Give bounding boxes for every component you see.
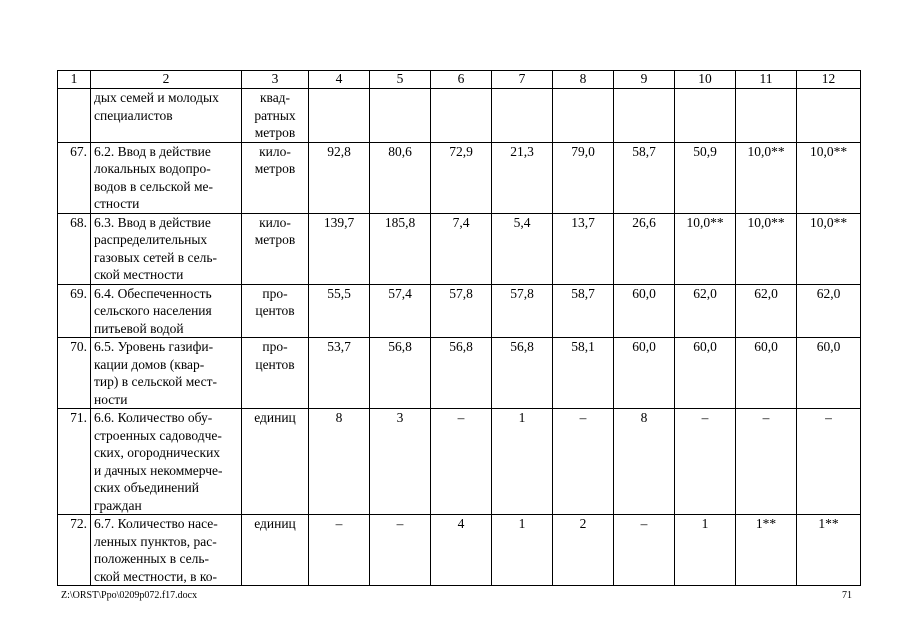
col-header: 2 xyxy=(91,71,242,89)
value-cell: 60,0 xyxy=(675,338,736,409)
value-cell: 8 xyxy=(614,409,675,515)
value-cell: 26,6 xyxy=(614,213,675,284)
row-number: 68. xyxy=(58,213,91,284)
table-row xyxy=(58,515,861,586)
table-row xyxy=(58,213,861,284)
value-cell: 92,8 xyxy=(309,142,370,213)
value-cell: 62,0 xyxy=(797,284,861,338)
unit-cell: про- центов xyxy=(242,284,309,338)
value-cell: 10,0** xyxy=(736,142,797,213)
indicator-name: дых семей и молодых специалистов xyxy=(91,89,242,143)
col-header: 10 xyxy=(675,71,736,89)
value-cell: 1** xyxy=(736,515,797,586)
row-number xyxy=(58,89,91,143)
value-cell: 1 xyxy=(492,515,553,586)
indicator-name: 6.5. Уровень газифи- кации домов (квар- тир) в сельской мест- ности xyxy=(91,338,242,409)
unit-cell: квад- ратных метров xyxy=(242,89,309,143)
col-header: 1 xyxy=(58,71,91,89)
value-cell: 8 xyxy=(309,409,370,515)
value-cell: 1 xyxy=(675,515,736,586)
value-cell: 10,0** xyxy=(797,142,861,213)
col-header: 4 xyxy=(309,71,370,89)
table-row xyxy=(58,409,861,515)
value-cell: 56,8 xyxy=(370,338,431,409)
unit-cell: кило- метров xyxy=(242,213,309,284)
value-cell: 62,0 xyxy=(736,284,797,338)
value-cell: 1** xyxy=(797,515,861,586)
table-row xyxy=(58,284,861,338)
unit-cell: единиц xyxy=(242,409,309,515)
value-cell: – xyxy=(736,409,797,515)
value-cell: – xyxy=(553,409,614,515)
value-cell: 13,7 xyxy=(553,213,614,284)
value-cell: 3 xyxy=(370,409,431,515)
value-cell: 62,0 xyxy=(675,284,736,338)
value-cell: 10,0** xyxy=(736,213,797,284)
value-cell xyxy=(797,89,861,143)
row-number: 71. xyxy=(58,409,91,515)
table-row xyxy=(58,338,861,409)
indicator-name: 6.6. Количество обу- строенных садоводче- ских, огороднических и дачных некоммерче- ских объединений граждан xyxy=(91,409,242,515)
table-row xyxy=(58,142,861,213)
value-cell: 50,9 xyxy=(675,142,736,213)
value-cell: 53,7 xyxy=(309,338,370,409)
row-number: 72. xyxy=(58,515,91,586)
value-cell: 57,8 xyxy=(492,284,553,338)
indicators-table xyxy=(57,70,861,586)
col-header: 11 xyxy=(736,71,797,89)
indicator-name: 6.3. Ввод в действие распределительных газовых сетей в сель- ской местности xyxy=(91,213,242,284)
value-cell xyxy=(614,89,675,143)
file-path: Z:\ORST\Ppo\0209p072.f17.docx xyxy=(61,590,198,601)
column-number-row xyxy=(58,71,861,89)
value-cell xyxy=(675,89,736,143)
value-cell: – xyxy=(614,515,675,586)
value-cell: – xyxy=(797,409,861,515)
value-cell: 60,0 xyxy=(797,338,861,409)
col-header: 12 xyxy=(797,71,861,89)
row-number: 67. xyxy=(58,142,91,213)
value-cell: 56,8 xyxy=(431,338,492,409)
value-cell xyxy=(370,89,431,143)
value-cell: 60,0 xyxy=(736,338,797,409)
value-cell: 7,4 xyxy=(431,213,492,284)
value-cell: – xyxy=(431,409,492,515)
col-header: 8 xyxy=(553,71,614,89)
value-cell: – xyxy=(370,515,431,586)
value-cell: 139,7 xyxy=(309,213,370,284)
col-header: 3 xyxy=(242,71,309,89)
value-cell xyxy=(431,89,492,143)
value-cell: 60,0 xyxy=(614,284,675,338)
value-cell: 56,8 xyxy=(492,338,553,409)
page-number: 71 xyxy=(842,590,852,601)
table-row xyxy=(58,89,861,143)
value-cell: 58,7 xyxy=(614,142,675,213)
row-number: 70. xyxy=(58,338,91,409)
value-cell: 10,0** xyxy=(675,213,736,284)
value-cell: 2 xyxy=(553,515,614,586)
value-cell: 57,4 xyxy=(370,284,431,338)
unit-cell: про- центов xyxy=(242,338,309,409)
value-cell: 55,5 xyxy=(309,284,370,338)
value-cell: 79,0 xyxy=(553,142,614,213)
indicator-name: 6.4. Обеспеченность сельского населения питьевой водой xyxy=(91,284,242,338)
unit-cell: единиц xyxy=(242,515,309,586)
col-header: 7 xyxy=(492,71,553,89)
value-cell: 5,4 xyxy=(492,213,553,284)
col-header: 5 xyxy=(370,71,431,89)
value-cell: 1 xyxy=(492,409,553,515)
value-cell xyxy=(553,89,614,143)
value-cell xyxy=(492,89,553,143)
value-cell: – xyxy=(675,409,736,515)
value-cell: 4 xyxy=(431,515,492,586)
indicator-name: 6.2. Ввод в действие локальных водопро- водов в сельской ме- стности xyxy=(91,142,242,213)
unit-cell: кило- метров xyxy=(242,142,309,213)
col-header: 6 xyxy=(431,71,492,89)
col-header: 9 xyxy=(614,71,675,89)
value-cell: 60,0 xyxy=(614,338,675,409)
value-cell: 58,1 xyxy=(553,338,614,409)
value-cell: 80,6 xyxy=(370,142,431,213)
table-body xyxy=(58,71,861,586)
value-cell: 57,8 xyxy=(431,284,492,338)
value-cell xyxy=(309,89,370,143)
row-number: 69. xyxy=(58,284,91,338)
value-cell: 72,9 xyxy=(431,142,492,213)
value-cell: 58,7 xyxy=(553,284,614,338)
value-cell: 10,0** xyxy=(797,213,861,284)
value-cell: 185,8 xyxy=(370,213,431,284)
value-cell: – xyxy=(309,515,370,586)
value-cell: 21,3 xyxy=(492,142,553,213)
value-cell xyxy=(736,89,797,143)
indicator-name: 6.7. Количество насе- ленных пунктов, рас- положенных в сель- ской местности, в ко- xyxy=(91,515,242,586)
